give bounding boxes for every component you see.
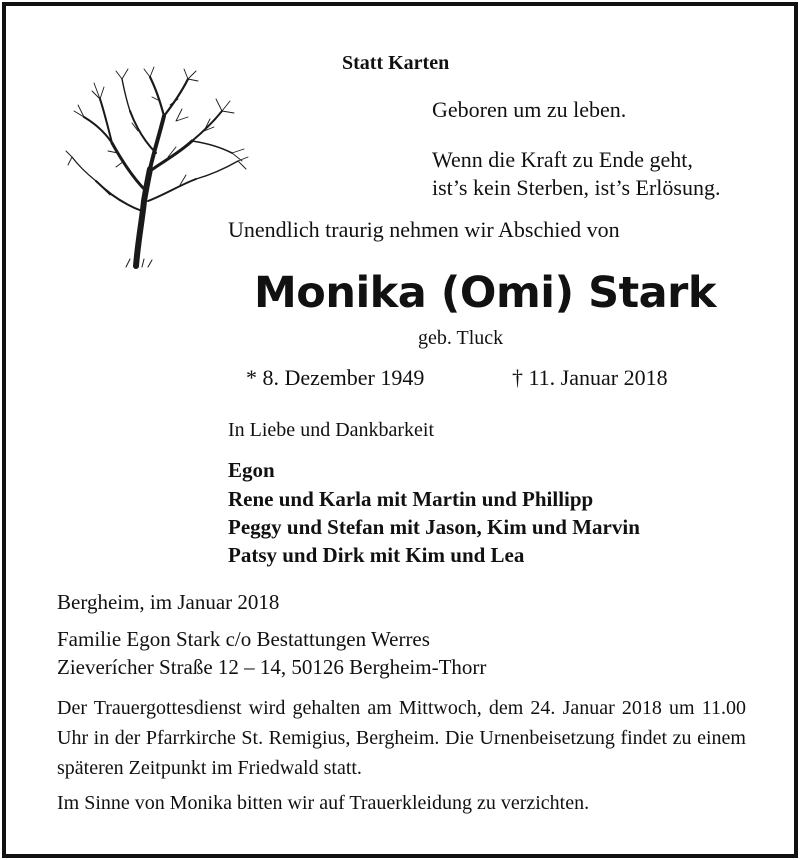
intro-line: Unendlich traurig nehmen wir Abschied von — [228, 217, 620, 242]
bare-tree-icon — [64, 61, 254, 271]
poem-line-2: Wenn die Kraft zu Ende geht, — [432, 147, 693, 172]
death-date: † 11. Januar 2018 — [512, 365, 668, 390]
birth-name: geb. Tluck — [418, 327, 504, 349]
place-date: Bergheim, im Januar 2018 — [57, 590, 280, 614]
birth-date: * 8. Dezember 1949 — [246, 365, 425, 390]
obituary-notice — [2, 2, 798, 858]
poem-line-1: Geboren um zu leben. — [432, 97, 627, 122]
service-details: Der Trauergottesdienst wird gehalten am Mittwoch, dem 24. Januar 2018 um 11.00 Uhr in der Pfarrkirche St. Remigius, Bergheim. Die Urnenbeisetzung findet zu einem späteren Zeitpunkt im Friedwald statt. — [57, 697, 746, 779]
mourner-line: Peggy und Stefan mit Jason, Kim und Marvin — [228, 515, 640, 539]
mourner-line: Egon — [228, 458, 275, 482]
address-line-1: Familie Egon Stark c/o Bestattungen Werres — [57, 627, 430, 651]
mourners-intro: In Liebe und Dankbarkeit — [228, 419, 435, 441]
deceased-name: Monika (Omi) Stark — [254, 268, 716, 318]
address-line-2: Zieverícher Straße 12 – 14, 50126 Bergheim-Thorr — [57, 655, 487, 679]
poem-line-3: ist’s kein Sterben, ist’s Erlösung. — [432, 175, 721, 200]
mourner-line: Patsy und Dirk mit Kim und Lea — [228, 543, 525, 567]
statt-karten-label: Statt Karten — [342, 52, 450, 74]
mourner-line: Rene und Karla mit Martin und Phillipp — [228, 487, 594, 511]
dress-request: Im Sinne von Monika bitten wir auf Trauerkleidung zu verzichten. — [57, 792, 590, 814]
